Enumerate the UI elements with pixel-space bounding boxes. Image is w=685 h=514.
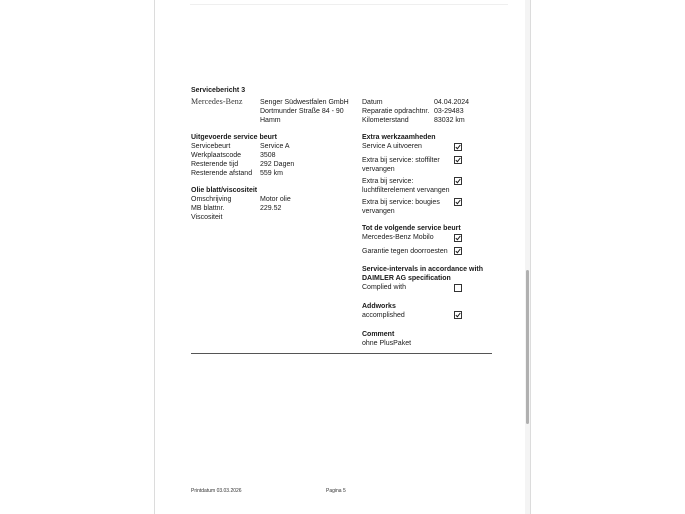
service-value-code: 3508 bbox=[260, 152, 276, 159]
meta-value-mileage: 83032 km bbox=[434, 117, 465, 124]
next-item-2-label: Garantie tegen doorroesten bbox=[362, 248, 448, 255]
intervals-heading-line1: Service-intervals in accordance with bbox=[362, 266, 483, 273]
meta-label-date: Datum bbox=[362, 99, 383, 106]
next-item-1-label: Mercedes-Benz Mobilo bbox=[362, 234, 434, 241]
oil-heading: Olie blatt/viscositeit bbox=[191, 187, 258, 194]
footer-page-number: Pagina 5 bbox=[326, 488, 346, 494]
meta-label-order: Reparatie opdrachtnr. bbox=[362, 108, 430, 115]
service-heading: Uitgevoerde service beurt bbox=[191, 134, 277, 141]
extra-item-1-label: Service A uitvoeren bbox=[362, 143, 422, 150]
service-label-code: Werkplaatscode bbox=[191, 152, 242, 159]
extra-item-4-label-line1: Extra bij service: bougies bbox=[362, 199, 440, 206]
oil-label-sheet: MB blattnr. bbox=[191, 205, 225, 212]
next-item-2-checkbox[interactable] bbox=[454, 247, 462, 255]
extra-item-3-checkbox[interactable] bbox=[454, 177, 462, 185]
extra-heading: Extra werkzaamheden bbox=[362, 134, 436, 141]
extra-item-2-label-line2: vervangen bbox=[362, 166, 395, 173]
checkmark-icon bbox=[455, 144, 461, 150]
intervals-item-label: Complied with bbox=[362, 284, 406, 291]
service-value-distance: 559 km bbox=[260, 170, 283, 177]
service-value-time: 292 Dagen bbox=[260, 161, 295, 168]
addworks-item-checkbox[interactable] bbox=[454, 311, 462, 319]
addworks-heading: Addworks bbox=[362, 303, 396, 310]
extra-item-1-checkbox[interactable] bbox=[454, 143, 462, 151]
service-label-type: Servicebeurt bbox=[191, 143, 231, 150]
report-title: Servicebericht 3 bbox=[191, 87, 246, 94]
extra-item-3-label-line2: luchtfilterelement vervangen bbox=[362, 187, 450, 194]
intervals-heading-line2: DAIMLER AG specification bbox=[362, 275, 451, 282]
checkmark-icon bbox=[455, 178, 461, 184]
extra-item-4-label-line2: vervangen bbox=[362, 208, 395, 215]
dealer-street: Dortmunder Straße 84 - 90 bbox=[260, 108, 344, 115]
checkmark-icon bbox=[455, 199, 461, 205]
brand-logo: Mercedes-Benz bbox=[191, 97, 243, 106]
extra-item-4-checkbox[interactable] bbox=[454, 198, 462, 206]
checkmark-icon bbox=[455, 235, 461, 241]
next-heading: Tot de volgende service beurt bbox=[362, 225, 461, 232]
extra-item-2-checkbox[interactable] bbox=[454, 156, 462, 164]
service-label-distance: Resterende afstand bbox=[191, 170, 253, 177]
addworks-item-label: accomplished bbox=[362, 312, 405, 319]
checkmark-icon bbox=[455, 248, 461, 254]
extra-item-3-label-line1: Extra bij service: bbox=[362, 178, 414, 185]
meta-value-date: 04.04.2024 bbox=[434, 99, 470, 106]
section-divider bbox=[191, 353, 492, 354]
extra-item-2-label-line1: Extra bij service: stoffilter bbox=[362, 157, 440, 164]
oil-label-description: Omschrijving bbox=[191, 196, 232, 203]
service-value-type: Service A bbox=[260, 143, 290, 150]
comment-heading: Comment bbox=[362, 331, 395, 338]
checkmark-icon bbox=[455, 312, 461, 318]
next-item-1-checkbox[interactable] bbox=[454, 234, 462, 242]
service-label-time: Resterende tijd bbox=[191, 161, 239, 168]
comment-text: ohne PlusPaket bbox=[362, 340, 412, 347]
meta-value-order: 03-29483 bbox=[434, 108, 464, 115]
oil-value-sheet: 229.52 bbox=[260, 205, 282, 212]
oil-label-viscosity: Viscositeit bbox=[191, 214, 223, 221]
footer-print-date: Printdatum 03.03.2026 bbox=[191, 488, 242, 494]
meta-label-mileage: Kilometerstand bbox=[362, 117, 409, 124]
dealer-city: Hamm bbox=[260, 117, 281, 124]
dealer-name: Senger Südwestfalen GmbH bbox=[260, 99, 349, 106]
intervals-item-checkbox[interactable] bbox=[454, 284, 462, 292]
oil-value-description: Motor olie bbox=[260, 196, 291, 203]
checkmark-icon bbox=[455, 157, 461, 163]
